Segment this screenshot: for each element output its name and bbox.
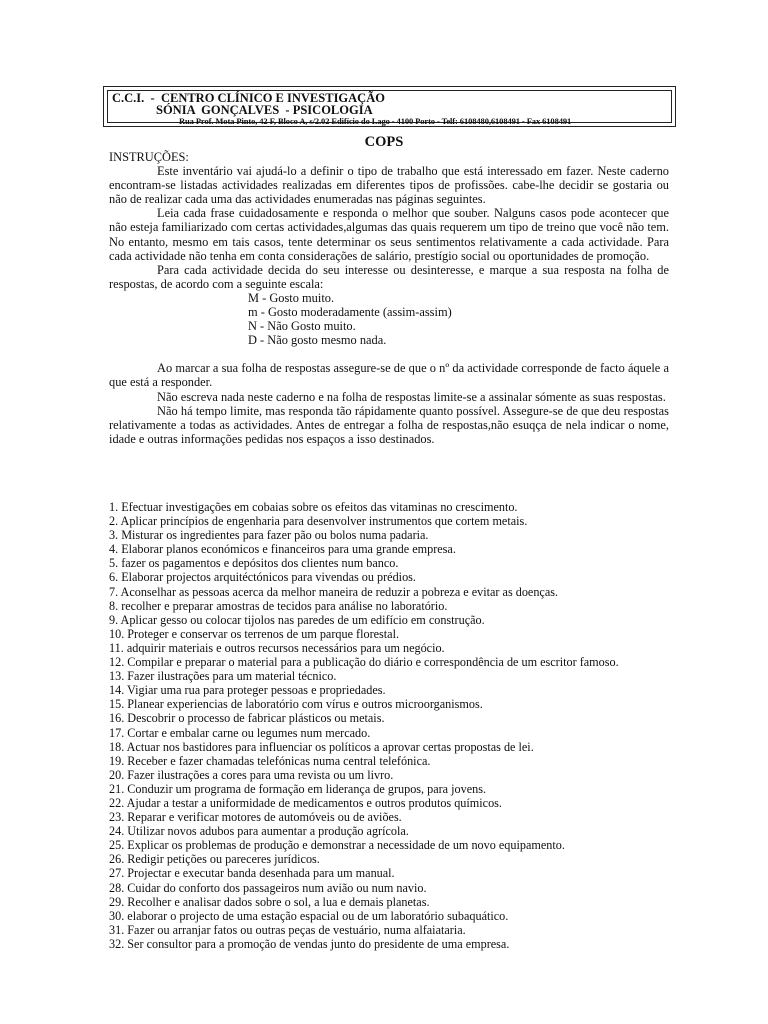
list-item: 16. Descobrir o processo de fabricar plásticos ou metais. <box>109 711 385 726</box>
list-item: 19. Receber e fazer chamadas telefónicas numa central telefónica. <box>109 753 431 768</box>
list-item: 2. Aplicar princípios de engenharia para desenvolver instrumentos que cortem metais. <box>109 514 528 529</box>
list-item: 32. Ser consultor para a promoção de vendas junto do presidente de uma empresa. <box>109 936 510 951</box>
list-item: 12. Compilar e preparar o material para a publicação do diário e correspondência de um escritor famoso. <box>109 655 619 670</box>
list-item: 17. Cortar e embalar carne ou legumes num mercado. <box>109 725 371 740</box>
list-item: 1. Efectuar investigações em cobaias sobre os efeitos das vitaminas no crescimento. <box>109 500 518 514</box>
instructions-paragraph-5: Não escreva nada neste caderno e na folha de respostas limite-se a assinalar sómente as suas respostas. <box>157 389 666 404</box>
list-item: 30. elaborar o projecto de uma estação espacial ou de um laboratório subaquático. <box>109 908 509 923</box>
list-item: 5. fazer os pagamentos e depósitos dos clientes num banco. <box>109 556 399 571</box>
instructions-heading: INSTRUÇÕES: <box>109 150 189 164</box>
instructions-paragraph-2: Leia cada frase cuidadosamente e responda o melhor que souber. Nalguns casos pode acontecer que não esteja familiarizado com certas actividades,algumas das quais requerem um tipo de treino que você não tem. No entanto, mesmo em tais casos, tente determinar os seus sentimentos relativamente a cada actividade. Para cada actividade não tenha em conta considerações de salário, prestígio social ou oportunidades de promoção. <box>109 206 669 263</box>
instructions-section <box>109 150 669 446</box>
list-item: 6. Elaborar projectos arquitéctónicos para vivendas ou prédios. <box>109 570 416 585</box>
letterhead-inner-border <box>107 90 672 126</box>
scale-item-M: M - Gosto muito. <box>248 290 335 305</box>
list-item: 18. Actuar nos bastidores para influenciar os políticos a aprovar certas propostas de lei. <box>109 739 534 754</box>
list-item: 26. Redigir petições ou pareceres jurídicos. <box>109 852 320 867</box>
list-item: 23. Reparar e verificar motores de automóveis ou de aviões. <box>109 810 402 825</box>
instructions-paragraph-1: Este inventário vai ajudá-lo a definir o tipo de trabalho que está interessado em fazer. Neste caderno encontram-se listadas actividades realizadas em diferentes tipos de profissões. cabe-lhe decidir se gostaria ou não de realizar cada uma das actividades enumeradas nas páginas seguintes. <box>109 164 669 207</box>
list-item: 4. Elaborar planos económicos e financeiros para uma grande empresa. <box>109 542 456 557</box>
scale-item-m: m - Gosto moderadamente (assim-assim) <box>248 305 452 320</box>
activity-list <box>109 500 709 951</box>
list-item: 7. Aconselhar as pessoas acerca da melhor maneira de reduzir a pobreza e evitar as doenças. <box>109 584 559 599</box>
instructions-paragraph-3: Para cada actividade decida do seu interesse ou desinteresse, e marque a sua resposta na folha de respostas, de acordo com a seguinte escala: <box>109 262 669 291</box>
list-item: 15. Planear experiencias de laboratório com vírus e outros microorganismos. <box>109 697 483 712</box>
list-item: 21. Conduzir um programa de formação em liderança de grupos, para jovens. <box>109 781 487 796</box>
list-item: 22. Ajudar a testar a uniformidade de medicamentos e outros produtos químicos. <box>109 795 502 810</box>
list-item: 8. recolher e preparar amostras de tecidos para análise no laboratório. <box>109 598 448 613</box>
scale-item-N: N - Não Gosto muito. <box>248 319 356 334</box>
list-item: 28. Cuidar do conforto dos passageiros num avião ou num navio. <box>109 880 427 895</box>
letterhead-box <box>103 86 676 127</box>
clinic-name: C.C.I. - CENTRO CLÍNICO E INVESTIGAÇÃO <box>112 91 385 105</box>
list-item: 9. Aplicar gesso ou colocar tijolos nas paredes de um edifício em construção. <box>109 612 485 627</box>
clinic-address: Rua Prof. Mota Pinto, 42 F, Bloco A, s/2.02 Edifício do Lago - 4100 Porto - Telf: 6108480,6108491 - Fax 6108491 <box>179 116 572 126</box>
spacer <box>109 347 669 361</box>
instructions-paragraph-6: Não há tempo limite, mas responda tão rápidamente quanto possível. Assegure-se de que deu respostas relativamente a todas as actividades. Antes de entregar a folha de respostas,não esuqça de nela indicar o nome, idade e outras informações pedidas nos espaços a isso destinados. <box>109 403 669 446</box>
list-item: 13. Fazer ilustrações para um material técnico. <box>109 669 337 684</box>
list-item: 10. Proteger e conservar os terrenos de um parque florestal. <box>109 626 400 641</box>
practitioner-name: SÓNIA GONÇALVES - PSICOLOGIA <box>156 103 373 117</box>
scale-item-D: D - Não gosto mesmo nada. <box>248 333 387 348</box>
list-item: 11. adquirir materiais e outros recursos necessários para um negócio. <box>109 640 445 655</box>
list-item: 31. Fazer ou arranjar fatos ou outras peças de vestuário, numa alfaiataria. <box>109 922 466 937</box>
list-item: 24. Utilizar novos adubos para aumentar a produção agrícola. <box>109 824 409 839</box>
list-item: 14. Vigiar uma rua para proteger pessoas e propriedades. <box>109 683 386 698</box>
list-item: 25. Explicar os problemas de produção e demonstrar a necessidade de um novo equipamento. <box>109 838 565 853</box>
list-item: 3. Misturar os ingredientes para fazer pão ou bolos numa padaria. <box>109 528 429 543</box>
list-item: 27. Projectar e executar banda desenhada para um manual. <box>109 866 395 881</box>
list-item: 20. Fazer ilustrações a cores para uma revista ou um livro. <box>109 767 394 782</box>
document-title: COPS <box>364 134 404 150</box>
instructions-paragraph-4: Ao marcar a sua folha de respostas assegure-se de que o nº da actividade corresponde de facto áquele a que está a responder. <box>109 361 669 390</box>
list-item: 29. Recolher e analisar dados sobre o sol, a lua e demais planetas. <box>109 894 430 909</box>
